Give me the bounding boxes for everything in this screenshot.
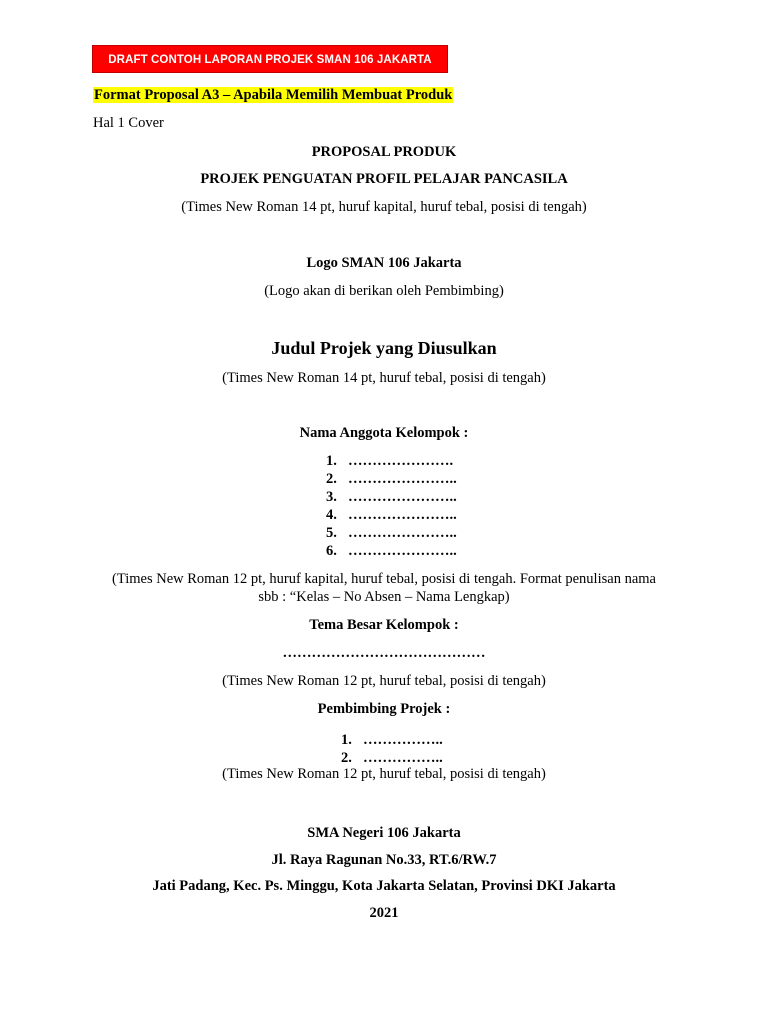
list-item: 2. …………….. — [341, 750, 443, 766]
theme-dots: …………………………………… — [282, 645, 486, 661]
logo-note: (Logo akan di berikan oleh Pembimbing) — [264, 283, 504, 299]
list-item: 5. ………………….. — [326, 525, 457, 541]
list-item: 4. ………………….. — [326, 507, 457, 523]
school-address-line1: Jl. Raya Ragunan No.33, RT.6/RW.7 — [271, 852, 497, 868]
members-title: Nama Anggota Kelompok : — [299, 425, 469, 441]
format-title-wrapper — [93, 86, 453, 104]
draft-badge: DRAFT CONTOH LAPORAN PROJEK SMAN 106 JAKARTA — [92, 45, 448, 73]
logo-title: Logo SMAN 106 Jakarta — [306, 255, 462, 271]
list-item: 3. ………………….. — [326, 489, 457, 505]
note-supervisor-format: (Times New Roman 12 pt, huruf tebal, posisi di tengah) — [222, 766, 546, 782]
list-item: 1. …………………. — [326, 453, 454, 469]
list-item: 6. ………………….. — [326, 543, 457, 559]
school-name: SMA Negeri 106 Jakarta — [307, 825, 461, 841]
school-address-line2: Jati Padang, Kec. Ps. Minggu, Kota Jakarta Selatan, Provinsi DKI Jakarta — [152, 878, 616, 894]
note-members-format-line1: (Times New Roman 12 pt, huruf kapital, huruf tebal, posisi di tengah. Format penulisan nama — [112, 571, 656, 587]
members-list — [326, 452, 457, 560]
list-item: 2. ………………….. — [326, 471, 457, 487]
supervisor-title: Pembimbing Projek : — [317, 701, 451, 717]
theme-title: Tema Besar Kelompok : — [309, 617, 459, 633]
page-label: Hal 1 Cover — [93, 115, 164, 131]
title-proposal: PROPOSAL PRODUK — [311, 144, 457, 160]
note-title-format: (Times New Roman 14 pt, huruf kapital, huruf tebal, posisi di tengah) — [181, 199, 587, 215]
project-title-heading: Judul Projek yang Diusulkan — [271, 338, 497, 358]
title-project: PROJEK PENGUATAN PROFIL PELAJAR PANCASILA — [200, 171, 568, 187]
format-title: Format Proposal A3 – Apabila Memilih Membuat Produk — [94, 87, 453, 103]
list-item: 1. …………….. — [341, 732, 443, 748]
note-project-title-format: (Times New Roman 14 pt, huruf tebal, posisi di tengah) — [222, 370, 546, 386]
year: 2021 — [369, 905, 399, 921]
supervisors-list — [341, 731, 443, 767]
note-theme-format: (Times New Roman 12 pt, huruf tebal, posisi di tengah) — [222, 673, 546, 689]
note-members-format-line2: sbb : “Kelas – No Absen – Nama Lengkap) — [258, 589, 510, 605]
